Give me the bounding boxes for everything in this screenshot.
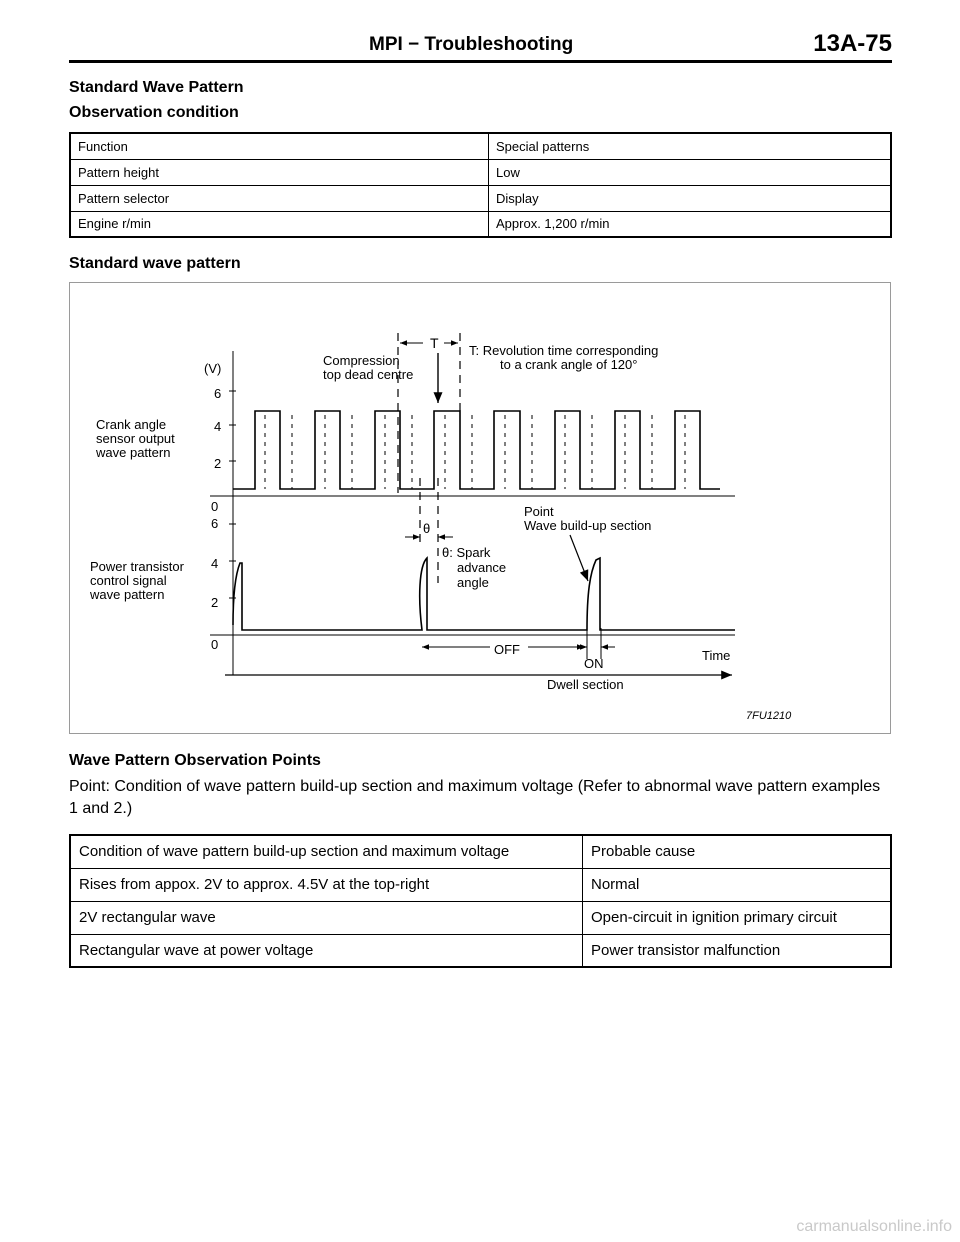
points-text: Point: Condition of wave pattern build-up section and maximum voltage (Refer to abnormal wave pattern examples 1 and 2.) [69,778,881,817]
t-definition: T: Revolution time corresponding to a crank angle of 120° [469,343,659,372]
observation-table [69,132,892,238]
table-cell: Display [489,185,892,211]
crank-wave [233,411,720,489]
table-cell: Rectangular wave at power voltage [70,934,583,967]
wave-diagram [70,283,890,733]
power-tick-4: 4 [211,556,219,571]
theta-definition: θ: Spark advance angle [442,545,507,590]
power-label: Power transistor control signal wave pattern [90,559,184,602]
table-row [70,133,891,159]
table-cell: Pattern height [70,159,489,185]
table-cell: Pattern selector [70,185,489,211]
point-label: Point Wave build-up section [524,504,652,533]
table-cell: Special patterns [489,133,892,159]
table-cell: Rises from appox. 2V to approx. 4.5V at the top-right [70,868,583,901]
t-marker: T [430,335,439,351]
table-cell: Engine r/min [70,211,489,237]
crank-tick-4: 4 [214,419,222,434]
table-row [70,868,891,901]
figure-code: 7FU1210 [746,710,792,722]
table-cell: Approx. 1,200 r/min [489,211,892,237]
point-pointer [570,535,588,581]
table-cell: Function [70,133,489,159]
page-number: 13A-75 [813,30,892,57]
crank-label: Crank angle sensor output wave pattern [96,417,175,460]
off-label: OFF [494,642,520,657]
power-wave [233,558,440,630]
power-tick-2: 2 [211,595,219,610]
table-cell: Normal [583,868,892,901]
conditions-table [69,834,892,968]
figure-heading: Standard wave pattern [69,255,241,272]
section-title: Standard Wave Pattern [69,79,244,96]
crank-tick-0: 0 [211,499,219,514]
page-title: MPI − Troubleshooting [369,34,574,55]
wave-pattern-figure [69,282,891,734]
dwell-label: Dwell section [547,677,624,692]
table-header-cell: Condition of wave pattern build-up section and maximum voltage [70,835,583,868]
unit-label: (V) [204,361,222,376]
crank-wave-dashes [265,415,685,489]
table-cell: Power transistor malfunction [583,934,892,967]
table-header-row [70,835,891,868]
crank-tick-6: 6 [214,386,222,401]
theta-symbol: θ [423,521,431,536]
watermark: carmanualsonline.info [796,1218,952,1235]
on-label: ON [584,656,604,671]
power-tick-6: 6 [211,516,219,531]
table-row [70,185,891,211]
observation-heading: Observation condition [69,104,239,121]
compression-label: Compression top dead centre [323,353,414,382]
table-header-cell: Probable cause [583,835,892,868]
time-label: Time [702,648,731,663]
table-cell: Open-circuit in ignition primary circuit [583,901,892,934]
points-heading: Wave Pattern Observation Points [69,752,321,769]
table-row [70,934,891,967]
crank-tick-2: 2 [214,456,222,471]
table-cell: Low [489,159,892,185]
table-cell: 2V rectangular wave [70,901,583,934]
table-row [70,159,891,185]
table-row [70,901,891,934]
table-row [70,211,891,237]
power-tick-0: 0 [211,637,219,652]
page-header [69,28,892,63]
